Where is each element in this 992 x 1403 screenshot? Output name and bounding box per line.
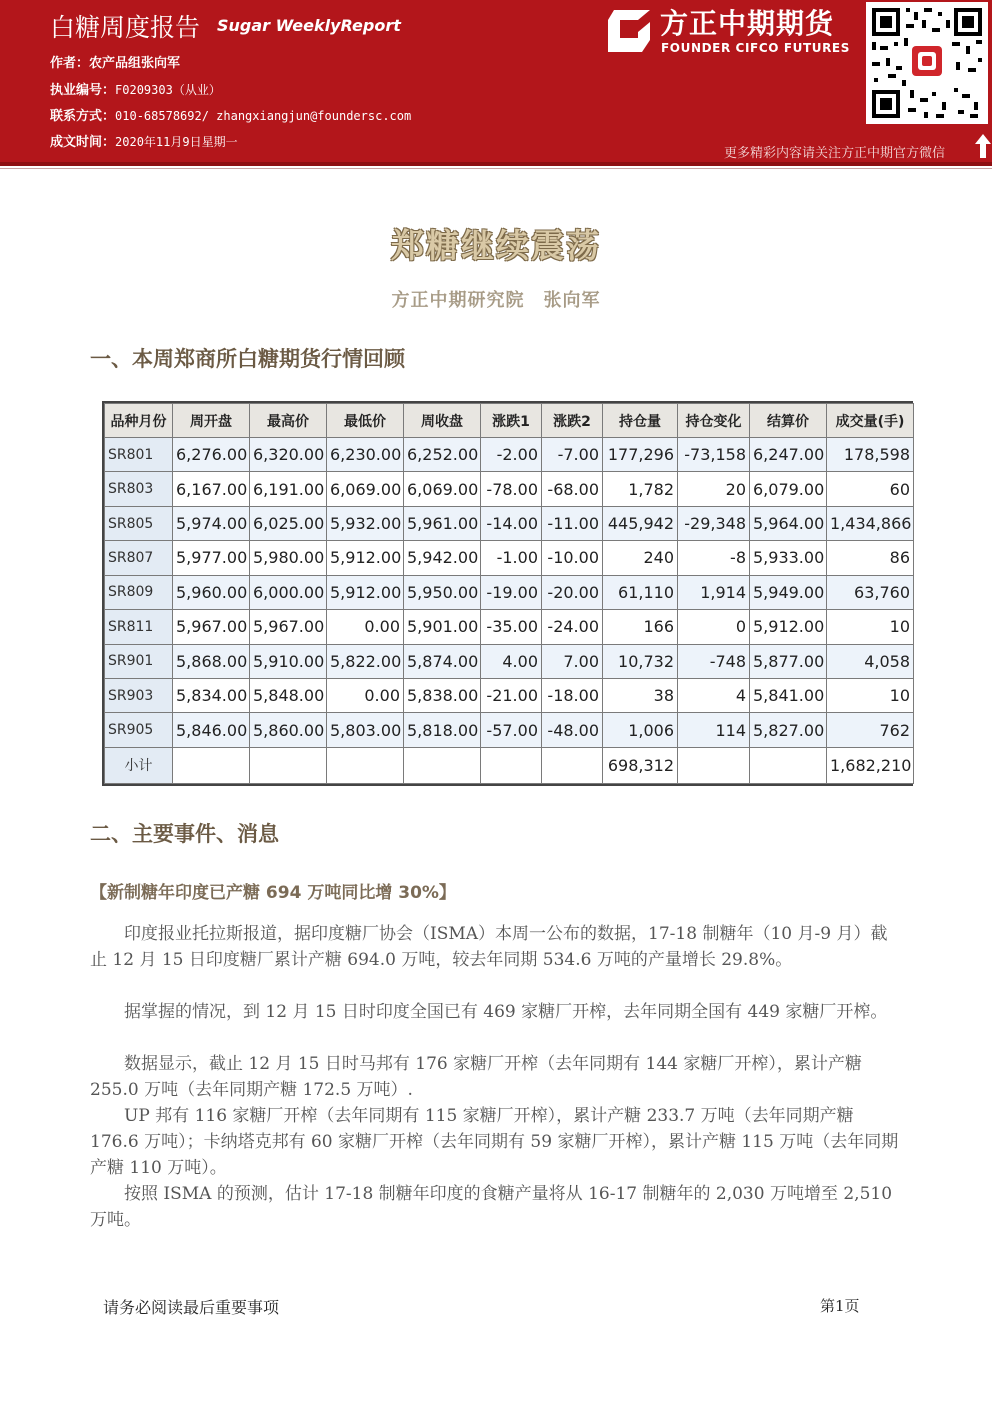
license-label: 执业编号： bbox=[50, 83, 116, 98]
table-cell: 5,912.00 bbox=[750, 610, 827, 644]
table-cell: -57.00 bbox=[481, 713, 542, 747]
table-cell: 445,942 bbox=[603, 506, 678, 540]
table-cell: -20.00 bbox=[542, 575, 603, 609]
license-value: F0209303（从业） bbox=[115, 83, 221, 97]
column-header: 结算价 bbox=[750, 404, 827, 438]
table-cell: -78.00 bbox=[481, 472, 542, 506]
table-cell: 61,110 bbox=[603, 575, 678, 609]
table-cell: 5,912.00 bbox=[327, 575, 404, 609]
table-cell: 10,732 bbox=[603, 644, 678, 678]
market-table bbox=[102, 401, 913, 786]
table-cell: 5,901.00 bbox=[404, 610, 481, 644]
column-header: 最低价 bbox=[327, 404, 404, 438]
table-cell: 10 bbox=[827, 610, 914, 644]
table-cell: -29,348 bbox=[678, 506, 750, 540]
page-number: 第1页 bbox=[820, 1297, 860, 1315]
table-row bbox=[105, 713, 914, 747]
table-cell: 5,868.00 bbox=[173, 644, 250, 678]
table-cell: 5,838.00 bbox=[404, 678, 481, 712]
table-cell: -73,158 bbox=[678, 438, 750, 472]
table-cell bbox=[678, 747, 750, 783]
table-cell: 5,967.00 bbox=[173, 610, 250, 644]
table-cell: 38 bbox=[603, 678, 678, 712]
company-logo-cn: 方正中期期货 bbox=[660, 7, 835, 40]
table-cell: -10.00 bbox=[542, 541, 603, 575]
table-cell: -24.00 bbox=[542, 610, 603, 644]
table-cell: -748 bbox=[678, 644, 750, 678]
table-cell: 5,942.00 bbox=[404, 541, 481, 575]
contract-code-cell: SR801 bbox=[105, 438, 173, 472]
news-heading: 【新制糖年印度已产糖 694 万吨同比增 30%】 bbox=[90, 883, 456, 903]
table-cell: 5,848.00 bbox=[250, 678, 327, 712]
table-cell: 6,247.00 bbox=[750, 438, 827, 472]
table-cell: 6,276.00 bbox=[173, 438, 250, 472]
contract-code-cell: SR905 bbox=[105, 713, 173, 747]
table-cell: -21.00 bbox=[481, 678, 542, 712]
paragraph-4: UP 邦有 116 家糖厂开榨（去年同期有 115 家糖厂开榨），累计产糖 233.7 万吨（去年同期产糖 176.6 万吨）；卡纳塔克邦有 60 家糖厂开榨（去年同期有 59 家糖厂开榨），累计产糖 115 万吨（去年同期产糖 110 万吨）。 bbox=[90, 1106, 899, 1178]
table-cell: 0.00 bbox=[327, 678, 404, 712]
follow-wechat-text: 更多精彩内容请关注方正中期官方微信 bbox=[724, 146, 946, 161]
table-cell: 5,974.00 bbox=[173, 506, 250, 540]
table-cell: 86 bbox=[827, 541, 914, 575]
table-cell: 5,980.00 bbox=[250, 541, 327, 575]
contact-value: 010-68578692/ zhangxiangjun@foundersc.com bbox=[115, 109, 412, 123]
contract-code-cell: SR803 bbox=[105, 472, 173, 506]
table-cell: 698,312 bbox=[603, 747, 678, 783]
table-cell: -18.00 bbox=[542, 678, 603, 712]
column-header: 周开盘 bbox=[173, 404, 250, 438]
table-cell: 7.00 bbox=[542, 644, 603, 678]
table-cell: 166 bbox=[603, 610, 678, 644]
table-row bbox=[105, 506, 914, 540]
arrow-up-icon bbox=[975, 134, 991, 158]
company-logo-en: FOUNDER CIFCO FUTURES bbox=[661, 41, 850, 55]
table-row bbox=[105, 644, 914, 678]
paragraph-2: 据掌握的情况，到 12 月 15 日时印度全国已有 469 家糖厂开榨，去年同期全国有 449 家糖厂开榨。 bbox=[90, 1002, 888, 1022]
table-cell: 5,912.00 bbox=[327, 541, 404, 575]
table-cell: 1,782 bbox=[603, 472, 678, 506]
table-cell: 5,803.00 bbox=[327, 713, 404, 747]
table-cell bbox=[250, 747, 327, 783]
section-1-heading: 一、本周郑商所白糖期货行情回顾 bbox=[90, 347, 405, 371]
table-cell: 6,000.00 bbox=[250, 575, 327, 609]
table-cell bbox=[327, 747, 404, 783]
contract-code-cell: SR809 bbox=[105, 575, 173, 609]
table-cell: 60 bbox=[827, 472, 914, 506]
table-cell: -11.00 bbox=[542, 506, 603, 540]
table-cell: 5,932.00 bbox=[327, 506, 404, 540]
table-row bbox=[105, 541, 914, 575]
table-cell: 6,191.00 bbox=[250, 472, 327, 506]
footer-notice: 请务必阅读最后重要事项 bbox=[103, 1298, 280, 1317]
table-cell: 177,296 bbox=[603, 438, 678, 472]
table-row bbox=[105, 438, 914, 472]
table-cell bbox=[750, 747, 827, 783]
table-cell: 5,874.00 bbox=[404, 644, 481, 678]
table-cell: -2.00 bbox=[481, 438, 542, 472]
table-cell: 5,860.00 bbox=[250, 713, 327, 747]
table-row bbox=[105, 472, 914, 506]
contract-code-cell: 小计 bbox=[105, 747, 173, 783]
table-cell: 6,252.00 bbox=[404, 438, 481, 472]
table-cell: -19.00 bbox=[481, 575, 542, 609]
table-cell: 4.00 bbox=[481, 644, 542, 678]
author-value: 农产品组张向军 bbox=[89, 56, 181, 71]
column-header: 成交量(手) bbox=[827, 404, 914, 438]
table-subtotal-row bbox=[105, 747, 914, 783]
table-cell: 5,827.00 bbox=[750, 713, 827, 747]
table-cell: 5,933.00 bbox=[750, 541, 827, 575]
contract-code-cell: SR811 bbox=[105, 610, 173, 644]
table-cell: 1,006 bbox=[603, 713, 678, 747]
table-cell: -7.00 bbox=[542, 438, 603, 472]
section-2-heading: 二、主要事件、消息 bbox=[90, 822, 279, 846]
table-cell: 5,961.00 bbox=[404, 506, 481, 540]
table-cell: 5,949.00 bbox=[750, 575, 827, 609]
table-cell: -1.00 bbox=[481, 541, 542, 575]
table-cell: 5,818.00 bbox=[404, 713, 481, 747]
contract-code-cell: SR903 bbox=[105, 678, 173, 712]
paragraph-3: 数据显示，截止 12 月 15 日时马邦有 176 家糖厂开榨（去年同期有 144 家糖厂开榨），累计产糖 255.0 万吨（去年同期产糖 172.5 万吨）. bbox=[90, 1054, 862, 1100]
table-cell: -48.00 bbox=[542, 713, 603, 747]
table-cell: -35.00 bbox=[481, 610, 542, 644]
header-divider bbox=[0, 162, 992, 166]
author-label: 作者： bbox=[50, 56, 90, 71]
table-cell: 10 bbox=[827, 678, 914, 712]
table-cell: 5,846.00 bbox=[173, 713, 250, 747]
table-cell: 4 bbox=[678, 678, 750, 712]
founder-logo-icon bbox=[604, 6, 654, 56]
column-header: 涨跌1 bbox=[481, 404, 542, 438]
table-cell: 5,967.00 bbox=[250, 610, 327, 644]
table-cell: 1,682,210 bbox=[827, 747, 914, 783]
table-cell bbox=[173, 747, 250, 783]
report-title: 白糖周度报告 bbox=[50, 13, 201, 42]
table-cell: 114 bbox=[678, 713, 750, 747]
table-cell: 5,960.00 bbox=[173, 575, 250, 609]
table-row bbox=[105, 575, 914, 609]
table-cell: 6,230.00 bbox=[327, 438, 404, 472]
column-header: 持仓量 bbox=[603, 404, 678, 438]
table-cell: 240 bbox=[603, 541, 678, 575]
author-line bbox=[50, 52, 180, 71]
report-header bbox=[0, 0, 992, 162]
date-line bbox=[50, 131, 238, 150]
table-cell: 6,069.00 bbox=[404, 472, 481, 506]
table-cell: 5,877.00 bbox=[750, 644, 827, 678]
table-cell: -68.00 bbox=[542, 472, 603, 506]
contract-code-cell: SR901 bbox=[105, 644, 173, 678]
table-cell: 6,025.00 bbox=[250, 506, 327, 540]
table-cell: 5,910.00 bbox=[250, 644, 327, 678]
date-label: 成文时间： bbox=[50, 135, 116, 150]
contract-code-cell: SR807 bbox=[105, 541, 173, 575]
table-cell: 6,069.00 bbox=[327, 472, 404, 506]
quote-table bbox=[104, 403, 914, 784]
table-cell: 1,914 bbox=[678, 575, 750, 609]
report-title-en: Sugar WeeklyReport bbox=[217, 16, 401, 35]
table-cell bbox=[481, 747, 542, 783]
table-cell: 6,167.00 bbox=[173, 472, 250, 506]
date-value: 2020年11月9日星期一 bbox=[115, 135, 238, 149]
table-cell: 5,950.00 bbox=[404, 575, 481, 609]
table-cell: 178,598 bbox=[827, 438, 914, 472]
table-row bbox=[105, 678, 914, 712]
license-line bbox=[50, 79, 221, 98]
paragraph-1: 印度报业托拉斯报道，据印度糖厂协会（ISMA）本周一公布的数据，17-18 制糖年（10 月-9 月）截止 12 月 15 日印度糖厂累计产糖 694.0 万吨，较去年同期 534.6 万吨的产量增长 29.8%。 bbox=[90, 924, 888, 970]
contract-code-cell: SR805 bbox=[105, 506, 173, 540]
table-cell: 0 bbox=[678, 610, 750, 644]
table-row bbox=[105, 610, 914, 644]
article-author: 方正中期研究院 张向军 bbox=[391, 290, 601, 311]
qr-code-icon[interactable] bbox=[866, 2, 988, 124]
table-cell: 762 bbox=[827, 713, 914, 747]
table-cell: 5,841.00 bbox=[750, 678, 827, 712]
contact-line bbox=[50, 105, 411, 124]
paragraph-5: 按照 ISMA 的预测，估计 17-18 制糖年印度的食糖产量将从 16-17 制糖年的 2,030 万吨增至 2,510 万吨。 bbox=[90, 1184, 893, 1230]
table-cell: 5,977.00 bbox=[173, 541, 250, 575]
table-cell bbox=[542, 747, 603, 783]
table-cell: -14.00 bbox=[481, 506, 542, 540]
table-cell: 5,834.00 bbox=[173, 678, 250, 712]
table-header-row bbox=[105, 404, 914, 438]
table-cell: 5,964.00 bbox=[750, 506, 827, 540]
table-cell bbox=[404, 747, 481, 783]
table-cell: 5,822.00 bbox=[327, 644, 404, 678]
table-cell: 0.00 bbox=[327, 610, 404, 644]
header-divider-thin bbox=[0, 168, 992, 169]
column-header: 最高价 bbox=[250, 404, 327, 438]
table-cell: 1,434,866 bbox=[827, 506, 914, 540]
column-header: 持仓变化 bbox=[678, 404, 750, 438]
column-header: 品种月份 bbox=[105, 404, 173, 438]
table-cell: 20 bbox=[678, 472, 750, 506]
table-cell: 63,760 bbox=[827, 575, 914, 609]
column-header: 周收盘 bbox=[404, 404, 481, 438]
article-title: 郑糖继续震荡 bbox=[391, 226, 601, 265]
contact-label: 联系方式： bbox=[50, 109, 116, 124]
table-cell: 6,320.00 bbox=[250, 438, 327, 472]
table-body bbox=[105, 438, 914, 784]
table-cell: 6,079.00 bbox=[750, 472, 827, 506]
table-cell: 4,058 bbox=[827, 644, 914, 678]
column-header: 涨跌2 bbox=[542, 404, 603, 438]
table-cell: -8 bbox=[678, 541, 750, 575]
